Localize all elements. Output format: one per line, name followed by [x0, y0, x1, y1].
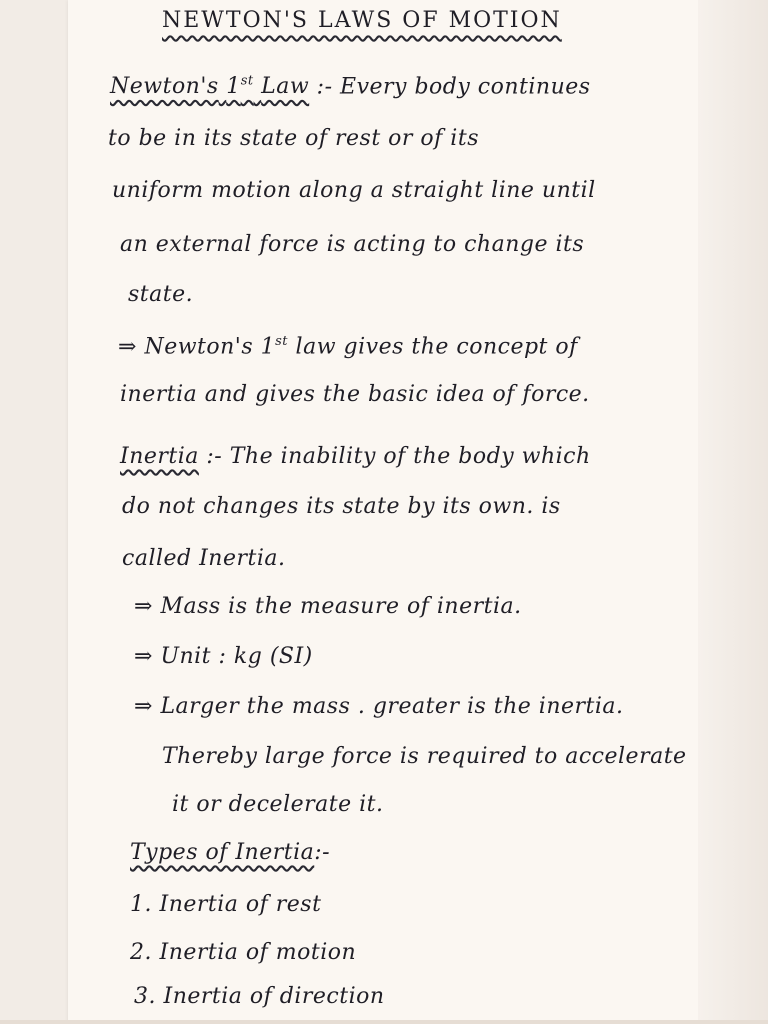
- concept-ordinal: 1: [260, 334, 276, 360]
- arrow-icon: ⇒: [134, 644, 153, 669]
- first-law-line-2: to be in its state of rest or of its: [108, 126, 479, 151]
- point-mass: [134, 594, 522, 619]
- inertia-heading: Inertia: [120, 444, 199, 469]
- concept-ordinal-sup: st: [275, 334, 289, 349]
- page-edge: [698, 0, 768, 1024]
- inertia-separator: :-: [206, 444, 223, 469]
- types-item-2-text: Inertia of motion: [159, 940, 357, 965]
- types-heading: Types of Inertia: [130, 840, 315, 865]
- inertia-line-1: [120, 444, 591, 469]
- types-item-2-num: 2.: [130, 940, 152, 965]
- thereby-line-2: it or decelerate it.: [172, 792, 384, 817]
- types-item-2: [130, 940, 356, 965]
- point-mass-text: Mass is the measure of inertia.: [160, 594, 522, 619]
- concept-line-2: inertia and gives the basic idea of force.: [120, 382, 590, 407]
- concept-text-post: law gives the concept of: [295, 334, 578, 360]
- first-law-separator: :-: [316, 74, 333, 100]
- arrow-icon: ⇒: [134, 594, 153, 619]
- arrow-icon: ⇒: [118, 334, 137, 360]
- types-item-3-text: Inertia of direction: [163, 984, 385, 1009]
- page-title: NEWTON'S LAWS OF MOTION: [162, 8, 562, 33]
- types-heading-line: [130, 840, 330, 865]
- concept-text-pre: Newton's: [144, 334, 254, 360]
- first-law-line-1: [110, 74, 591, 99]
- first-law-heading: [110, 74, 309, 99]
- first-law-line-4: an external force is acting to change its: [120, 232, 585, 257]
- point-larger-text: Larger the mass . greater is the inertia.: [160, 694, 624, 719]
- types-separator: :-: [314, 840, 331, 865]
- types-item-3-num: 3.: [134, 984, 156, 1009]
- first-law-word: Law: [261, 74, 310, 100]
- point-larger: [134, 694, 624, 719]
- inertia-line-2: do not changes its state by its own. is: [122, 494, 561, 519]
- first-law-ordinal: 1: [226, 74, 241, 100]
- inertia-text-1: The inability of the body which: [229, 444, 591, 469]
- thereby-line-1: Thereby large force is required to accelerate: [162, 744, 687, 769]
- concept-line-1: [118, 334, 578, 359]
- page-bottom-edge: [0, 1020, 768, 1024]
- first-law-heading-text: Newton's: [110, 74, 219, 100]
- types-item-1-num: 1.: [130, 892, 152, 917]
- first-law-ordinal-sup: st: [240, 74, 254, 89]
- first-law-text-1: Every body continues: [340, 74, 591, 100]
- arrow-icon: ⇒: [134, 694, 153, 719]
- types-item-1: [130, 892, 321, 917]
- point-unit-text: Unit : kg (SI): [160, 644, 313, 669]
- point-unit: [134, 644, 313, 669]
- inertia-line-3: called Inertia.: [122, 546, 286, 571]
- first-law-line-5: state.: [128, 282, 194, 307]
- types-item-3: [134, 984, 385, 1009]
- types-item-1-text: Inertia of rest: [159, 892, 322, 917]
- first-law-line-3: uniform motion along a straight line until: [112, 178, 596, 203]
